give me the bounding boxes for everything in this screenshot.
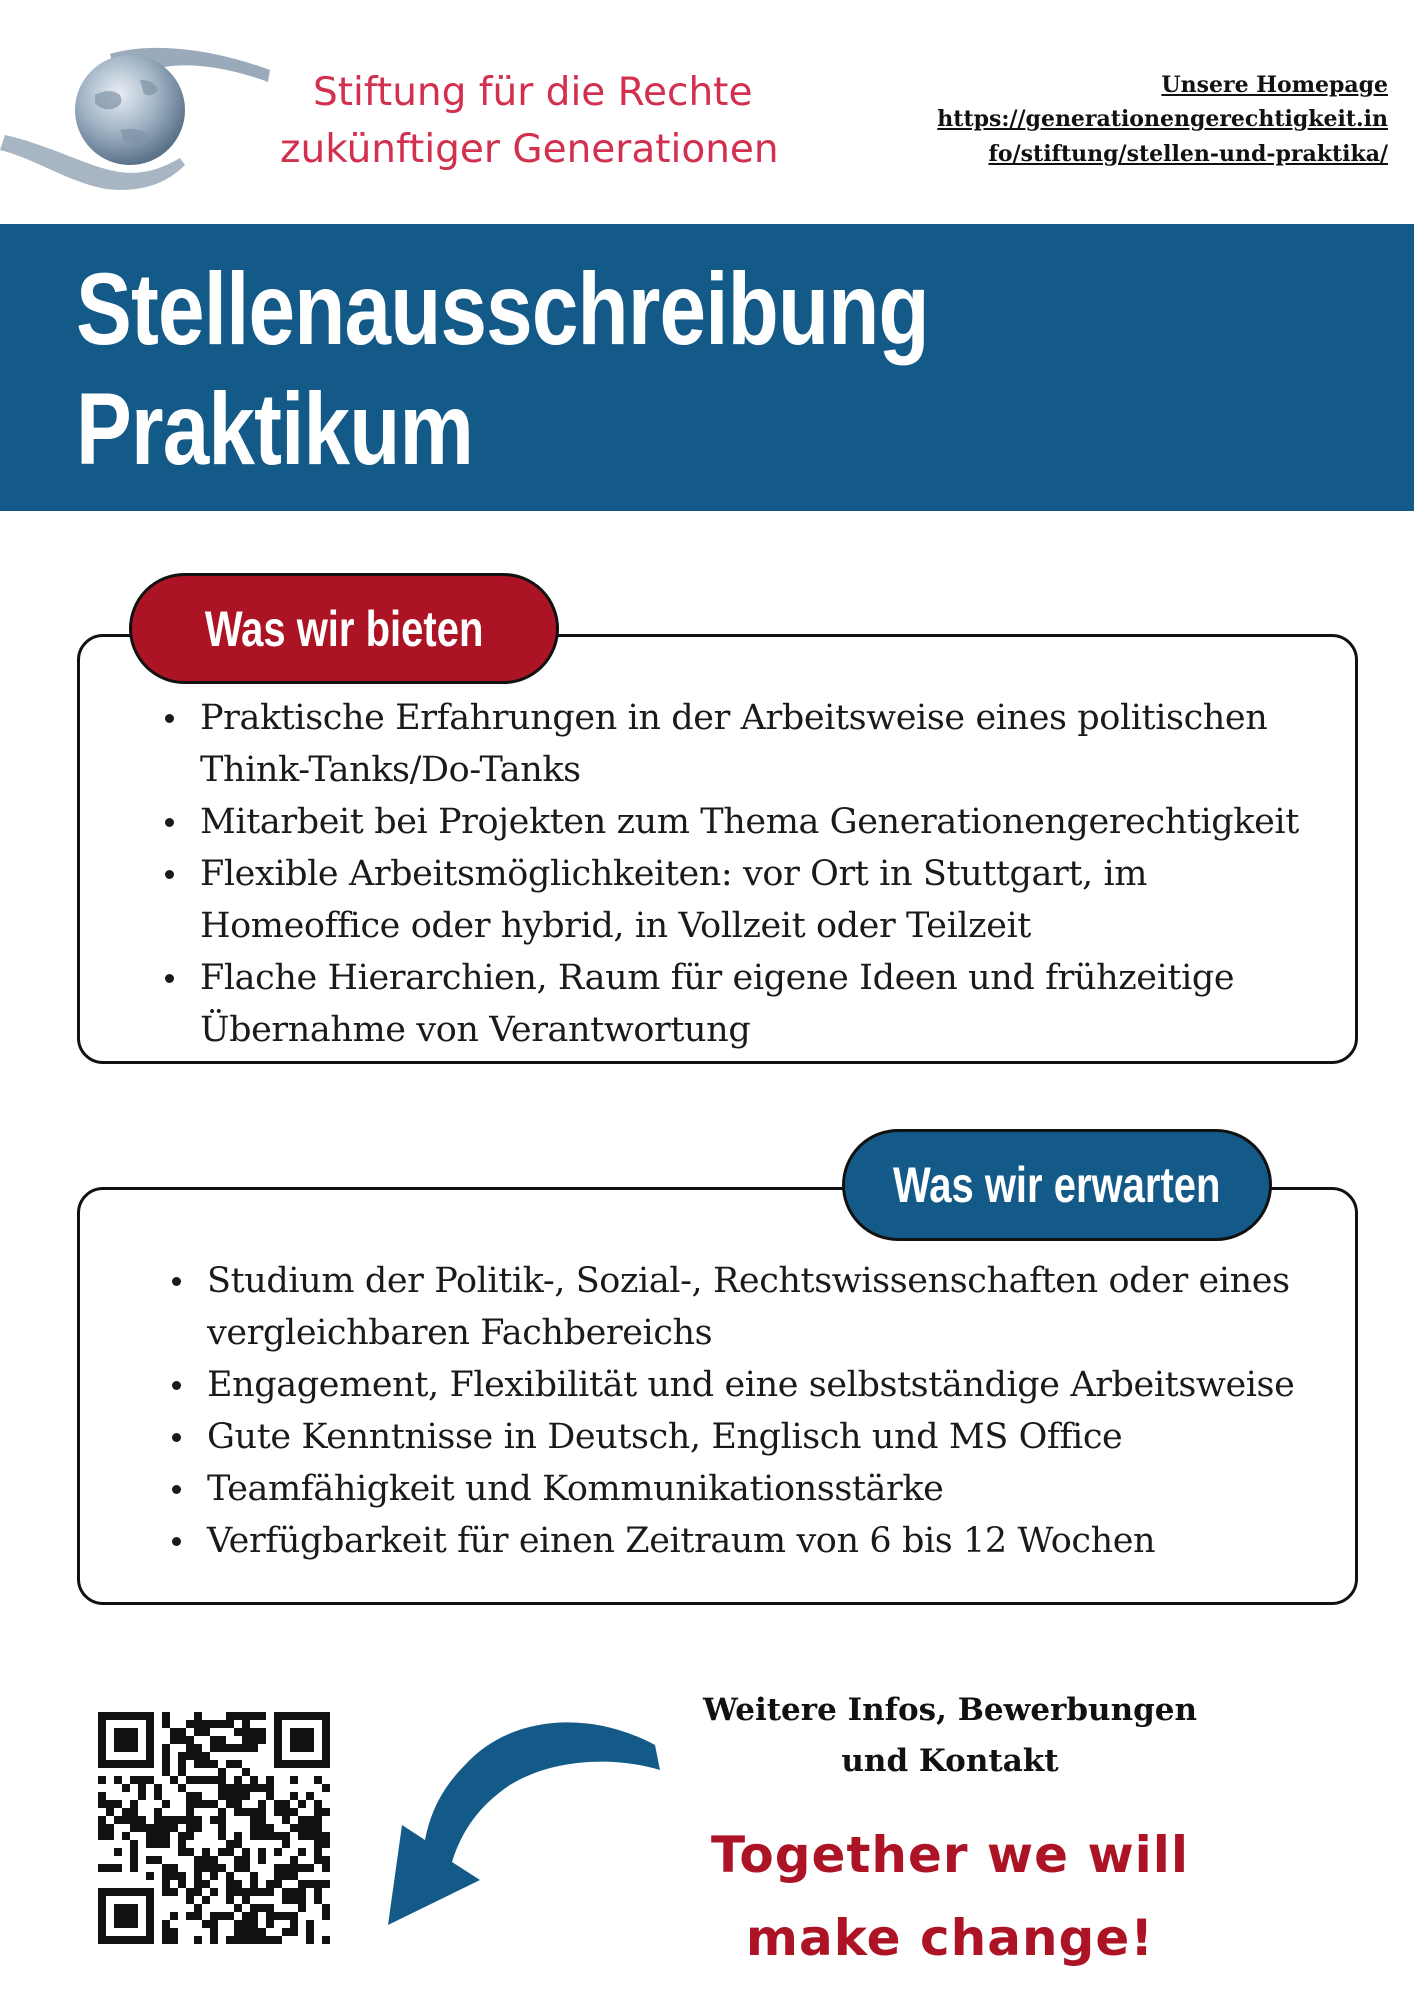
page-title-line1: Stellenausschreibung [76,252,929,366]
list-item: Praktische Erfahrungen in der Arbeitsweise eines politischen Think-Tanks/Do-Tanks [160,692,1330,796]
bullet-icon [172,1433,181,1442]
list-item: Engagement, Flexibilität und eine selbstständige Arbeitsweise [167,1359,1337,1411]
expect-list [167,1255,1337,1567]
homepage-url-link-line2[interactable]: fo/stiftung/stellen-und-praktika/ [988,141,1388,167]
offer-list [160,692,1330,1056]
logo-globe-hands-icon [0,40,280,200]
bullet-icon [165,714,174,723]
bullet-icon [165,870,174,879]
slogan-line2: make change! [745,1909,1155,1967]
bullet-icon [172,1277,181,1286]
homepage-url-link-line1[interactable]: https://generationengerechtigkeit.in [937,106,1388,132]
bullet-icon [172,1485,181,1494]
slogan-line1: Together we will [710,1826,1190,1884]
page-title-line2: Praktikum [76,372,474,486]
expect-heading-pill [842,1129,1272,1241]
list-item: Flexible Arbeitsmöglichkeiten: vor Ort in Stuttgart, im Homeoffice oder hybrid, in Vollzeit oder Teilzeit [160,848,1330,952]
bullet-icon [165,818,174,827]
expect-heading: Was wir erwarten [893,1157,1221,1213]
list-item: Flache Hierarchien, Raum für eigene Ideen und frühzeitige Übernahme von Verantwortung [160,952,1330,1056]
info-text-line2: und Kontakt [841,1743,1059,1779]
list-item: Studium der Politik-, Sozial-, Rechtswissenschaften oder eines vergleichbaren Fachbereichs [167,1255,1337,1359]
organization-name-line2: zukünftiger Generationen [280,127,779,172]
bullet-icon [172,1381,181,1390]
list-item: Mitarbeit bei Projekten zum Thema Generationengerechtigkeit [160,796,1330,848]
offer-heading: Was wir bieten [204,600,484,657]
list-item: Teamfähigkeit und Kommunikationsstärke [167,1463,1337,1515]
organization-name-line1: Stiftung für die Rechte [313,70,753,115]
offer-heading-pill [129,573,559,684]
bullet-icon [172,1537,181,1546]
bullet-icon [165,974,174,983]
info-text-line1: Weitere Infos, Bewerbungen [702,1692,1198,1728]
qr-code-icon[interactable] [98,1712,330,1944]
curved-arrow-left-icon [370,1690,670,1940]
list-item: Gute Kenntnisse in Deutsch, Englisch und MS Office [167,1411,1337,1463]
homepage-title-link[interactable]: Unsere Homepage [1161,72,1388,98]
list-item: Verfügbarkeit für einen Zeitraum von 6 bis 12 Wochen [167,1515,1337,1567]
